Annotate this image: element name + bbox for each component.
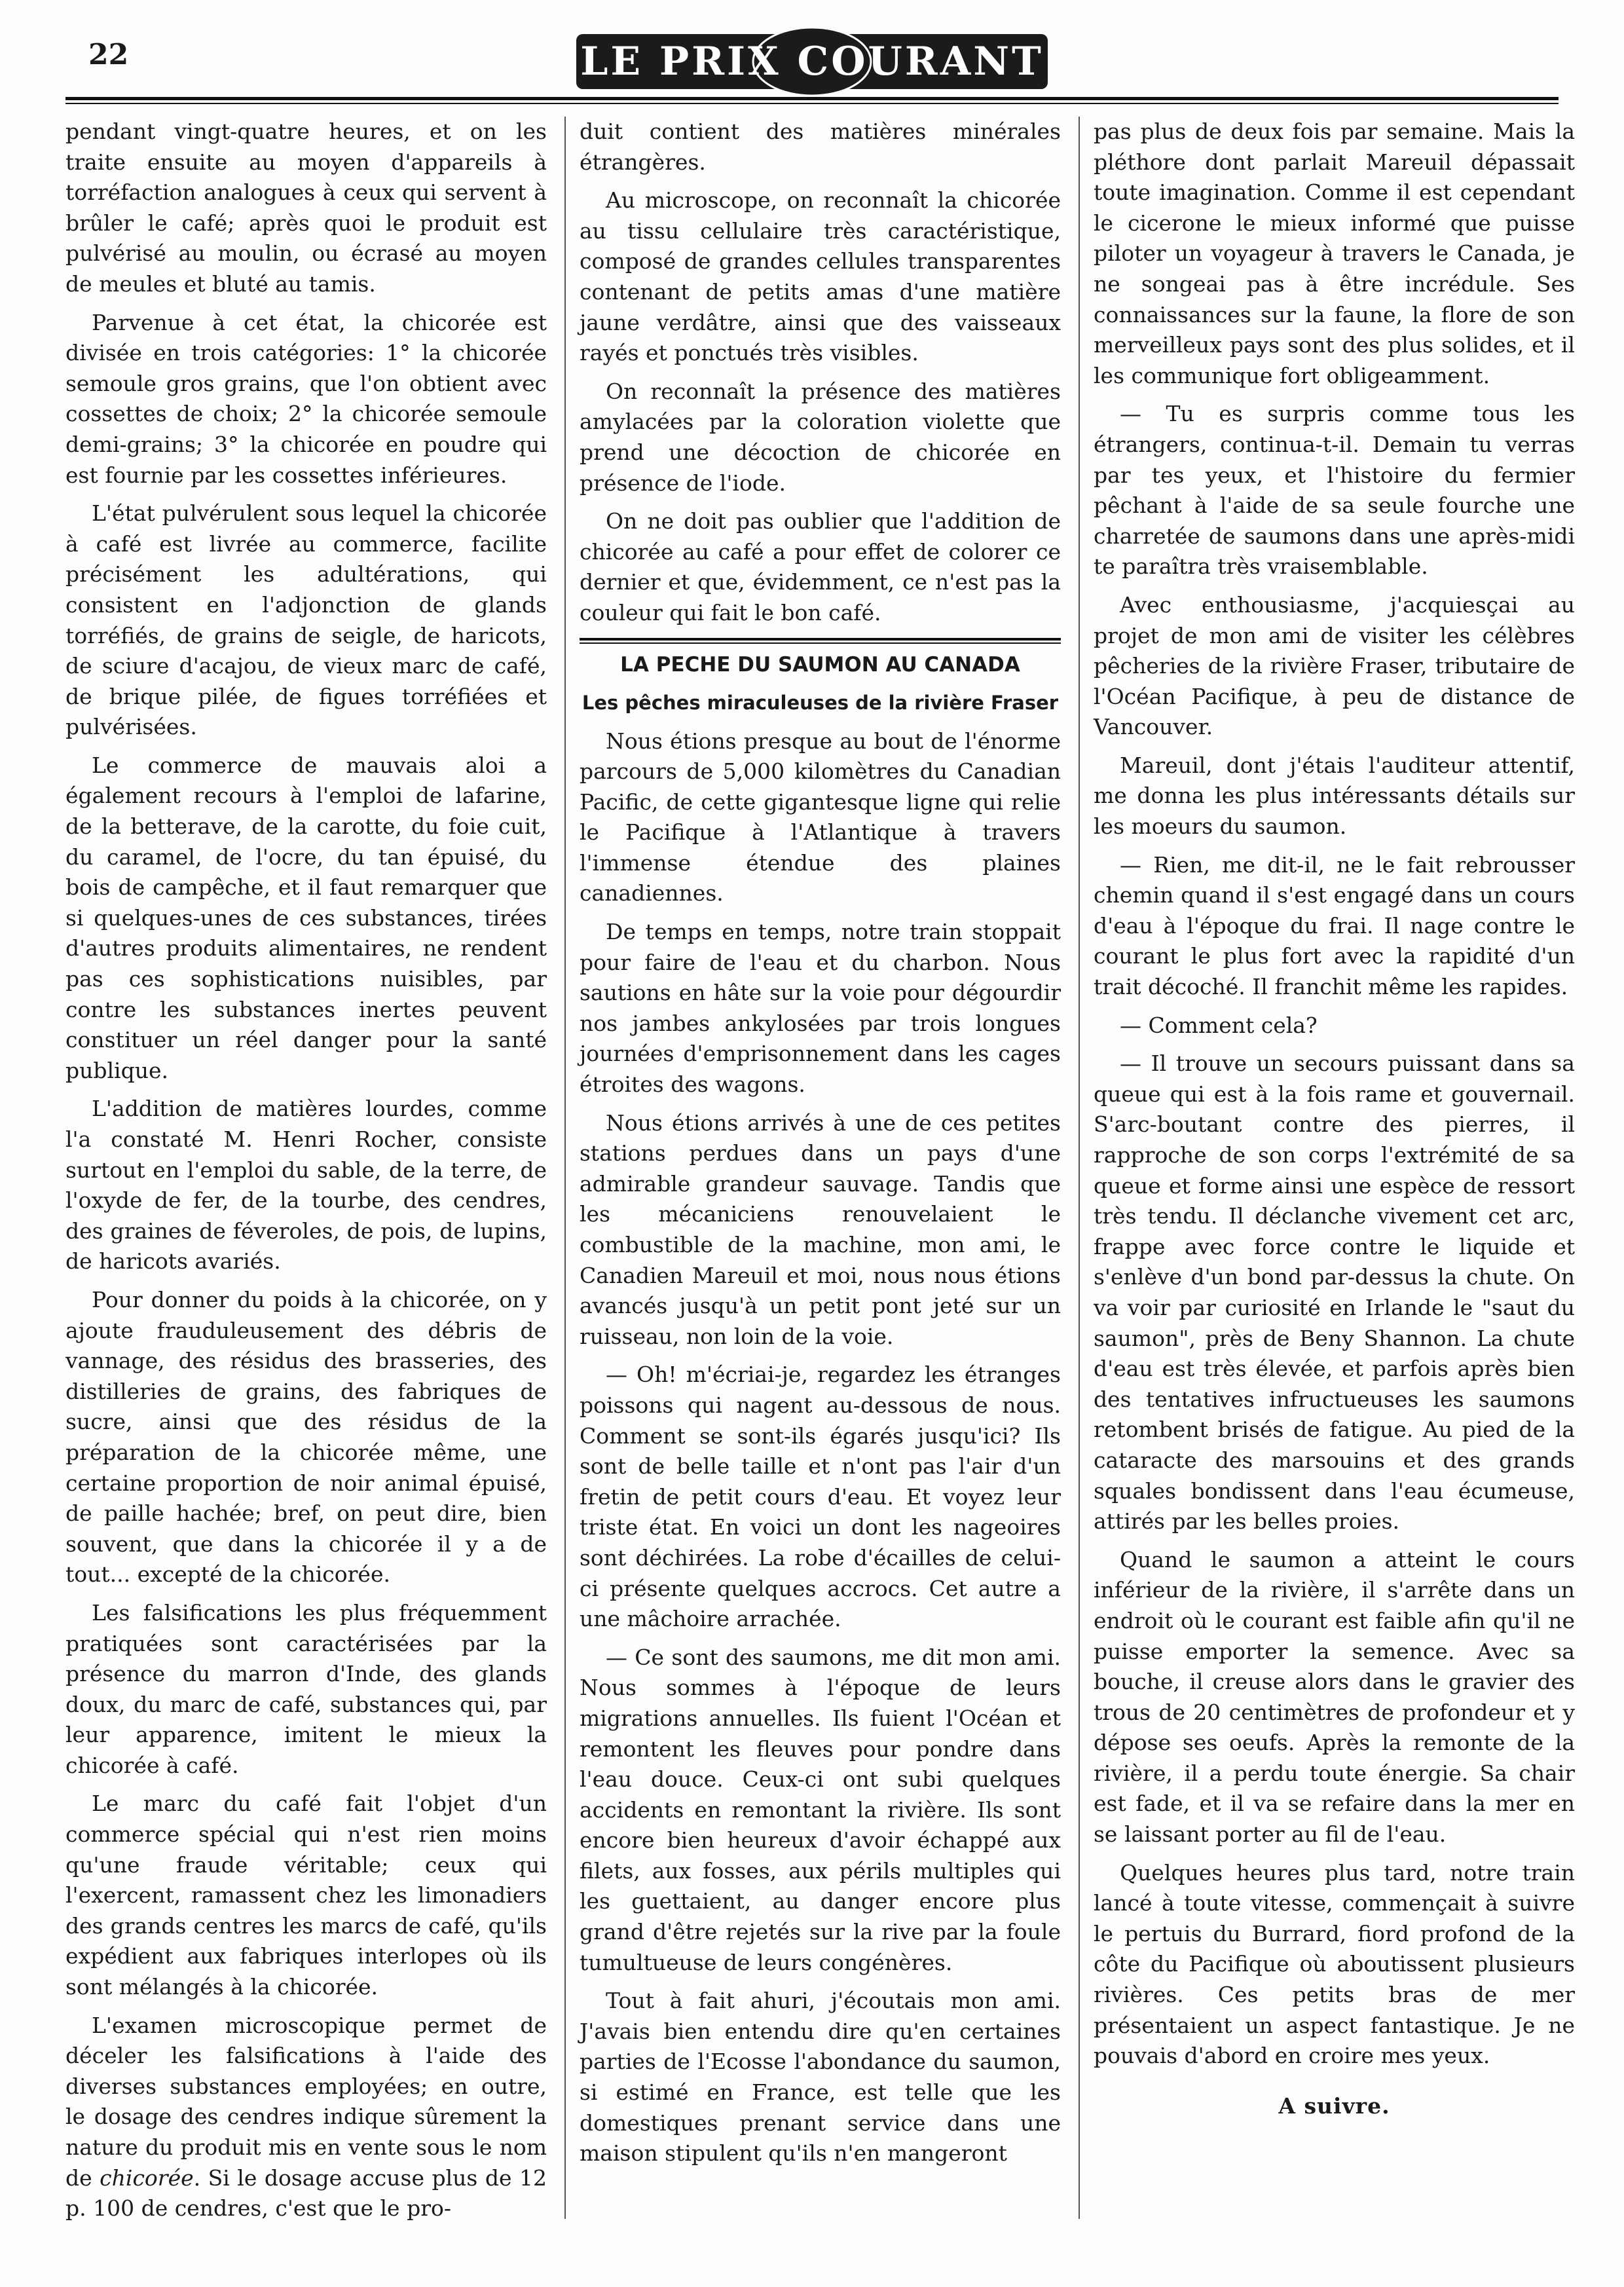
paragraph: Le marc du café fait l'objet d'un commerce spécial qui n'est rien moins qu'une fraude véritable; ceux qui l'exercent, ramassent chez les limonadiers des grands centres les marcs de café, qu'ils expédient aux fabriques interlopes où ils sont mélangés à la chicorée. [65,1791,547,2000]
paragraph: Quand le saumon a atteint le cours inférieur de la rivière, il s'arrête dans un endroit où le courant est faible afin qu'il ne puisse emporter la semence. Avec sa bouche, il creuse alors dans le gravier des trous de 20 centimètres de profondeur et y dépose ses oeufs. Après la remonte de la rivière, il a perdu toute énergie. Sa chair est fade, et il va se refaire dans la mer en se laissant porter au fil de l'eau. [1094,1546,1575,1848]
italic-term: chicorée [100,2165,194,2191]
paragraph: Nous étions arrivés à une de ces petites stations perdues dans un pays d'une admirable grandeur sauvage. Tandis que les mécaniciens renouvelaient le combustible de la machine, mon ami, le Canadien Mareuil et moi, nous nous étions avancés jusqu'à un petit pont jeté sur un ruisseau, non loin de la voie. [580,1109,1061,1349]
paragraph: duit contient des matières minérales étrangères. [580,119,1061,175]
paragraph: — Comment cela? [1120,1012,1318,1038]
paragraph: — Oh! m'écriai-je, regardez les étranges poissons qui nagent au-dessous de nous. Comment se sont-ils égarés jusqu'ici? Ils sont de belle taille et n'ont pas l'air d'un fretin de petit cours d'eau. Et voyez leur triste état. En voici un dont les nageoires sont déchirées. La robe d'écailles de celui-ci présente quelques accrocs. Cet autre a une mâchoire arrachée. [580,1362,1061,1632]
paragraph: Au microscope, on reconnaît la chicorée au tissu cellulaire très caractéristique, composé de grandes cellules transparentes contenant de petits amas d'une matière jaune verdâtre, ainsi que des vaisseaux rayés et ponctués très visibles. [580,187,1061,366]
header-rule-thin [65,103,1559,104]
paragraph: Nous étions presque au bout de l'énorme parcours de 5,000 kilomètres du Canadian Pacific, de cette gigantesque ligne qui relie le Pacifique à l'Atlantique à travers l'immense étendue des plaines canadiennes. [580,728,1061,906]
paragraph: — Il trouve un secours puissant dans sa queue qui est à la fois rame et gouvernail. S'arc-boutant contre des pierres, il rapproche de son corps l'extrémité de sa queue et forme ainsi une espèce de ressort très tendu. Il déclanche vivement cet arc, frappe avec force contre le liquide et s'enlève d'un bond par-dessus la chute. On va voir par curiosité en Irlande le "saut du saumon", près de Beny Shannon. La chute d'eau est très élevée, et parfois après bien des tentatives infructueuses les saumons retombent brisés de fatigue. Au pied de la cataracte des marsouins et des grands squales bondissent dans l'eau écumeuse, attirés par les belles proies. [1094,1051,1575,1534]
column-3 [1094,117,1575,2121]
paragraph: Le commerce de mauvais aloi a également recours à l'emploi de lafarine, de la betterave, de la carotte, du foie cuit, du caramel, de l'ocre, du tan épuisé, du bois de campêche, et il faut remarquer que si quelques-unes de ces substances, tirées d'autres produits alimentaires, ne rendent pas ces sophistications nuisibles, par contre les substances inertes peuvent constituer un réel danger pour la santé publique. [65,752,547,1083]
paragraph: L'addition de matières lourdes, comme l'a constaté M. Henri Rocher, consiste surtout en l'emploi du sable, de la terre, de l'oxyde de fer, de la tourbe, des cendres, des graines de féveroles, de pois, de lupins, de haricots avariés. [65,1096,547,1274]
page-number: 22 [88,38,129,71]
paragraph [65,2011,547,2224]
paragraph: Avec enthousiasme, j'acquiesçai au projet de mon ami de visiter les célèbres pêcheries de la rivière Fraser, tributaire de l'Océan Pacifique, à peu de distance de Vancouver. [1094,591,1575,740]
paragraph: — Ce sont des saumons, me dit mon ami. Nous sommes à l'époque de leurs migrations annuelles. Ils fuient l'Océan et remontent les fleuves pour pondre dans l'eau douce. Ceux-ci ont subi quelques accidents en remontant la rivière. Ils sont encore bien heureux d'avoir échappé aux filets, aux fosses, aux périls multiples qui les guettaient, au danger encore plus grand d'être rejetés sur la rive par la foule tumultueuse de leurs congénères. [580,1644,1061,1975]
paragraph: De temps en temps, notre train stoppait pour faire de l'eau et du charbon. Nous sautions en hâte sur la voie pour dégourdir nos jambes ankylosées par trois longues journées d'emprisonnement dans les cages étroites des wagons. [580,919,1061,1098]
paragraph: L'état pulvérulent sous lequel la chicorée à café est livrée au commerce, facilite précisément les adultérations, qui consistent en l'adjonction de glands torréfiés, de grains de seigle, de haricots, de sciure d'acajou, de vieux marc de café, de brique pilée, de figues torréfiées et pulvérisées. [65,500,547,740]
paragraph: — Rien, me dit-il, ne le fait rebrousser chemin quand il s'est engagé dans un cours d'eau à l'époque du frai. Il nage contre le courant le plus fort avec la rapidité d'un trait décoché. Il franchit même les rapides. [1094,851,1575,1000]
column-divider [564,117,566,2219]
paragraph: Mareuil, dont j'étais l'auditeur attentif, me donna les plus intéressants détails sur les moeurs du saumon. [1094,752,1575,840]
to-be-continued: A suivre. [1278,2092,1390,2119]
text-run: . Si le dosage accuse plus de 12 p. 100 de cendres, c'est que le pro- [65,2165,547,2222]
paragraph: On ne doit pas oublier que l'addition de chicorée au café a pour effet de colorer ce dernier et que, évidemment, ce n'est pas la couleur qui fait le bon café. [580,508,1061,625]
text-run: L'examen microscopique permet de déceler les falsifications à l'aide des diverses substances employées; en outre, le dosage des cendres indique sûrement la nature du produit mis en vente sous le nom de [65,2012,547,2191]
masthead-logo-art [576,25,1048,97]
column-divider [1079,117,1080,2219]
paragraph: On reconnaît la présence des matières amylacées par la coloration violette que prend une décoction de chicorée en présence de l'iode. [580,378,1061,496]
paragraph: Les falsifications les plus fréquemment pratiquées sont caractérisées par la présence du marron d'Inde, des glands doux, du marc de café, substances qui, par leur apparence, imitent le mieux la chicorée à café. [65,1599,547,1778]
article-title: LA PECHE DU SAUMON AU CANADA [620,652,1020,677]
paragraph: Quelques heures plus tard, notre train lancé à toute vitesse, commençait à suivre le pertuis du Burrard, fiord profond de la côte du Pacifique où aboutissent plusieurs rivières. Ces petits bras de mer présentaient un aspect fantastique. Je ne pouvais d'abord en croire mes yeux. [1094,1859,1575,2069]
paragraph: Pour donner du poids à la chicorée, on y ajoute frauduleusement des débris de vannage, des résidus des brasseries, des distilleries de grains, des fabriques de sucre, ainsi que des résidus de la préparation de la chicorée même, une certaine proportion de noir animal épuisé, de paille hachée; bref, on peut dire, bien souvent, que dans la chicorée il y a de tout... excepté de la chicorée. [65,1286,547,1588]
header-rule [65,97,1559,100]
paragraph: — Tu es surpris comme tous les étrangers, continua-t-il. Demain tu verras par tes yeux, et l'histoire du fermier pêchant à l'aide de sa seule fourche une charretée de saumons dans une après-midi te paraîtra très vraisemblable. [1094,401,1575,580]
column-1 [65,117,547,2232]
article-subtitle: Les pêches miraculeuses de la rivière Fraser [581,691,1059,714]
paragraph: Parvenue à cet état, la chicorée est divisée en trois catégories: 1° la chicorée semoule gros grains, que l'on obtient avec cossettes de choix; 2° la chicorée semoule demi-grains; 3° la chicorée en poudre qui est fournie par les cossettes inférieures. [65,309,547,488]
section-divider [580,638,1061,644]
masthead-logo [576,25,1048,97]
paragraph: pendant vingt-quatre heures, et on les traite ensuite au moyen d'appareils à torréfaction analogues à ceux qui servent à brûler le café; après quoi le produit est pulvérisé au moulin, ou écrasé au moyen de meules et bluté au tamis. [65,119,547,297]
paragraph: pas plus de deux fois par semaine. Mais la pléthore dont parlait Mareuil dépassait toute imagination. Comme il est cependant le cicerone le mieux informé que puisse piloter un voyageur à travers le Canada, je ne songeai pas à être incrédule. Ses connaissances sur la faune, la flore de son merveilleux pays sont des plus solides, et il les communique fort obligeamment. [1094,119,1575,388]
masthead-title: LE PRIX COURANT [580,39,1044,84]
column-2 [580,117,1061,2177]
paragraph: Tout à fait ahuri, j'écoutais mon ami. J'avais bien entendu dire qu'en certaines parties de l'Ecosse l'abondance du saumon, si estimé en France, est telle que les domestiques prenant service dans une maison stipulent qu'ils n'en mangeront [580,1988,1061,2166]
